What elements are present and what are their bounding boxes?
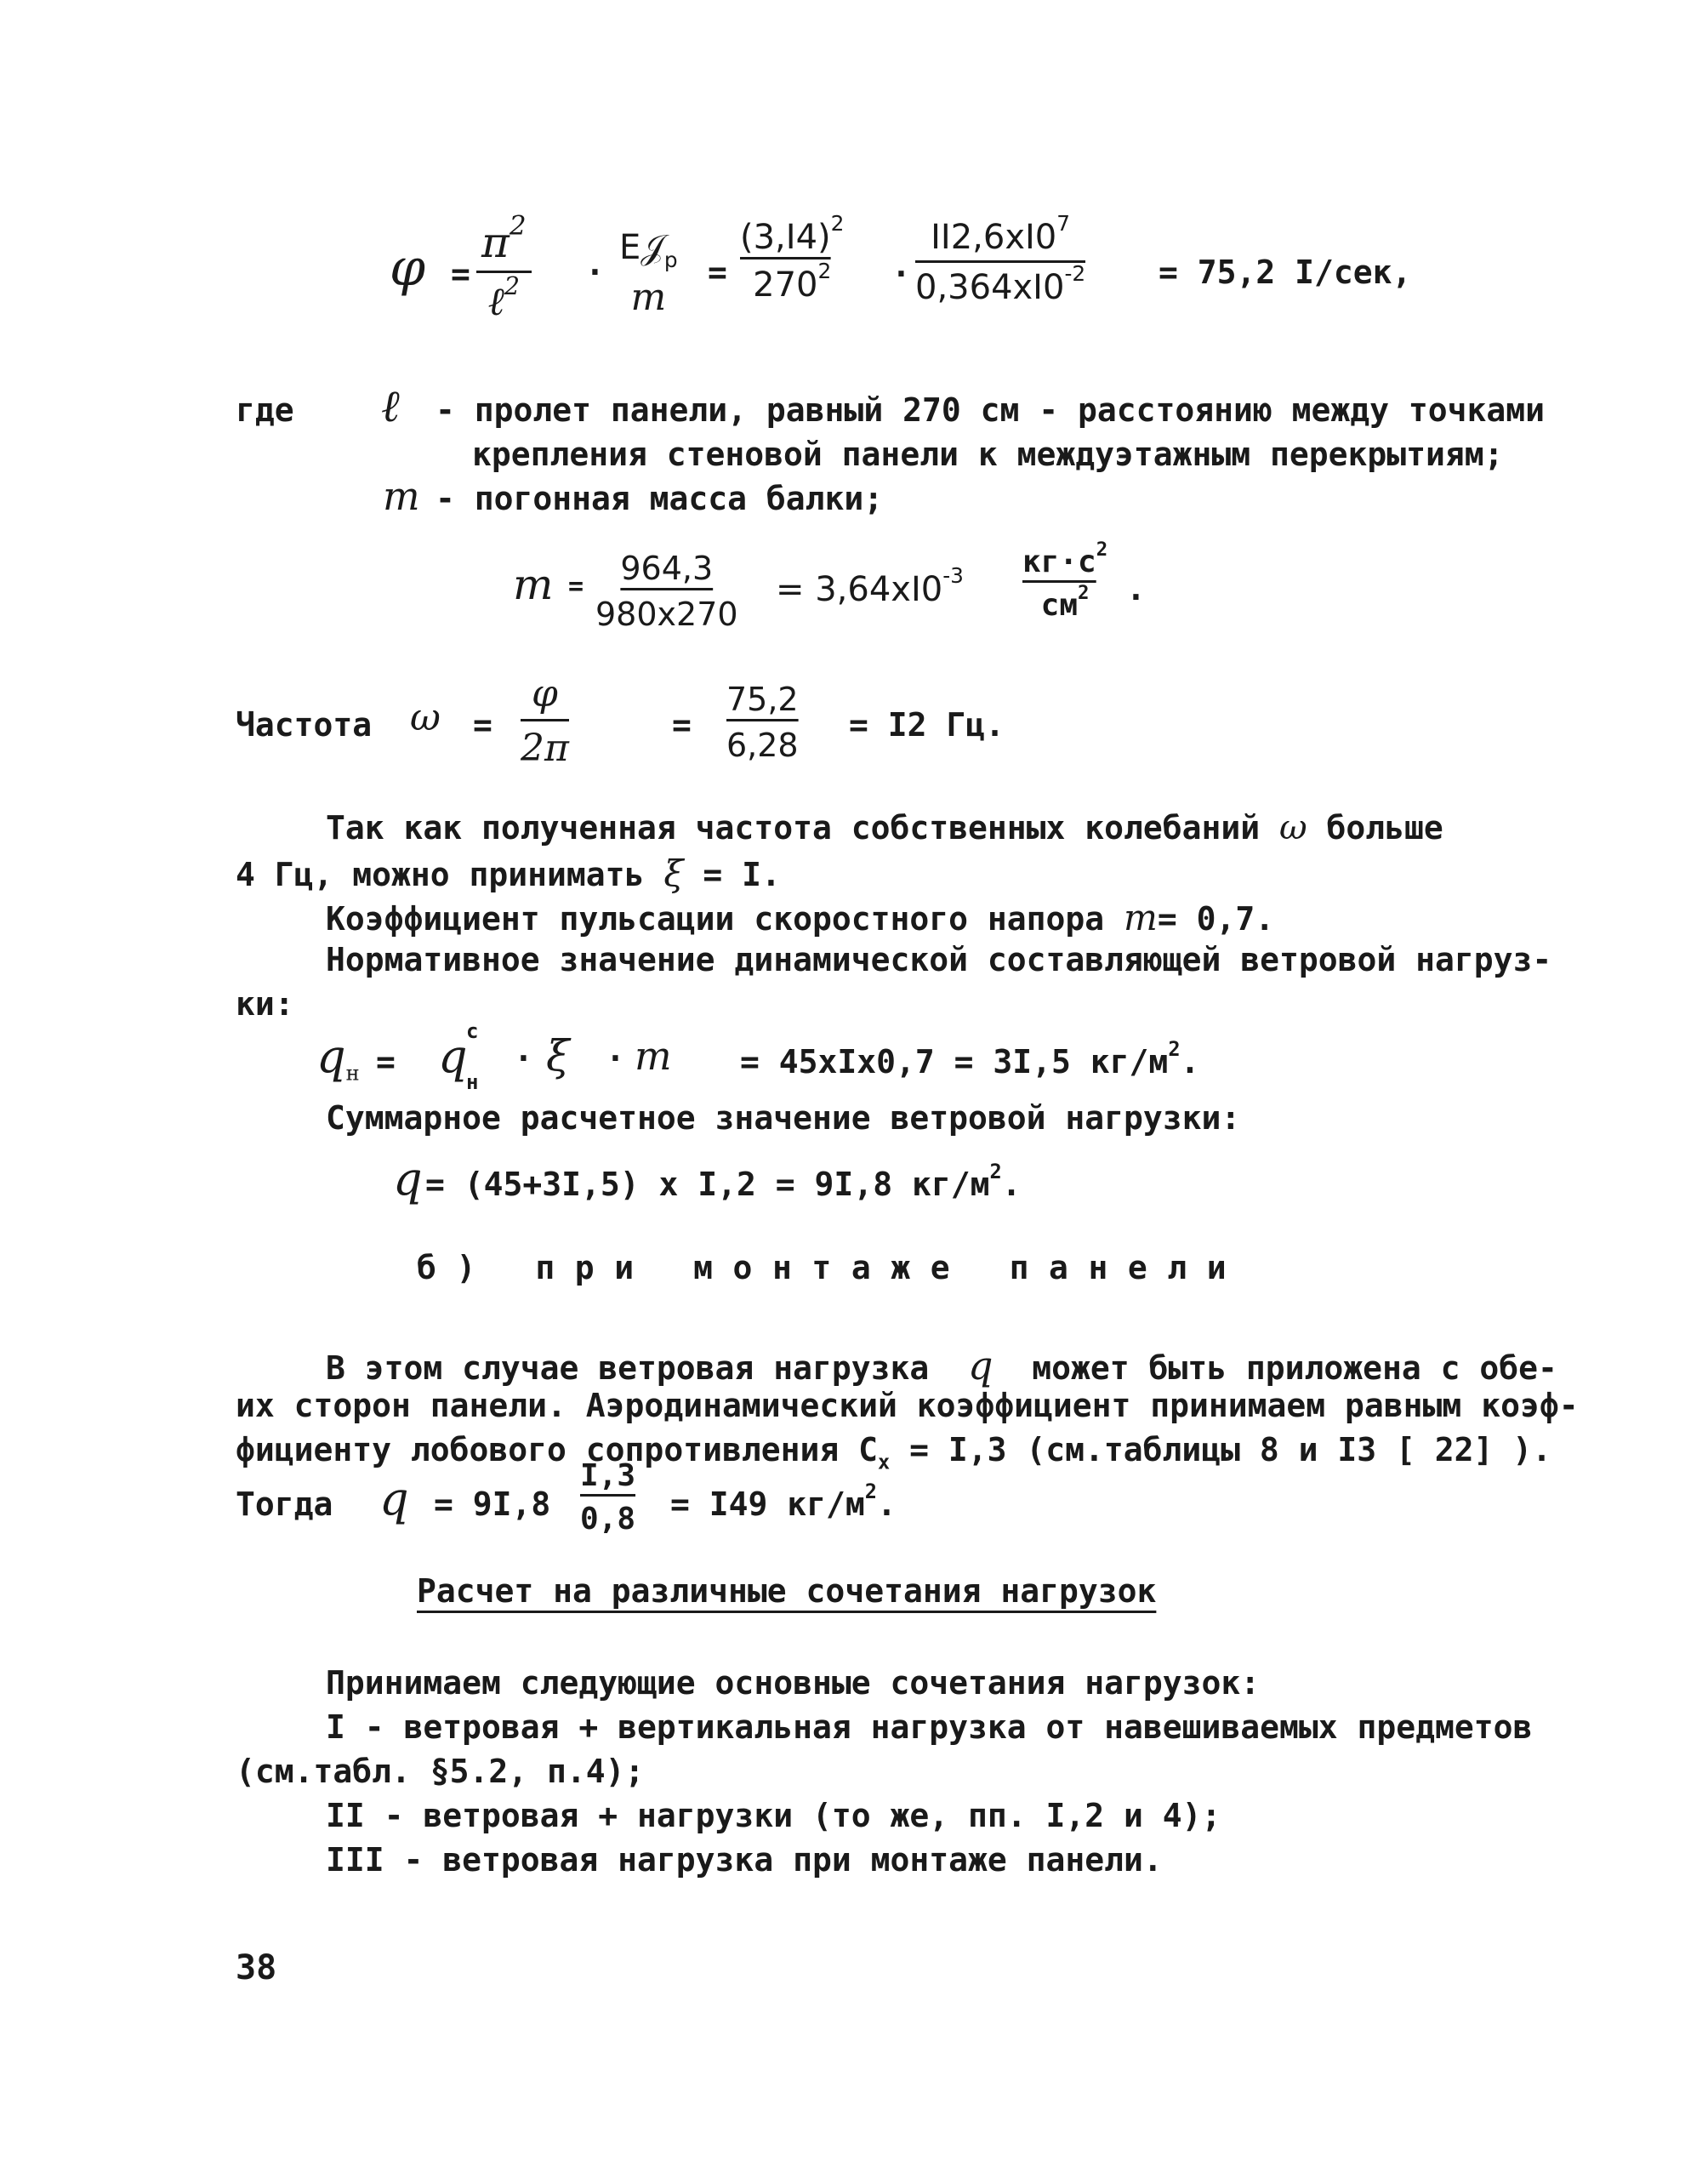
para1-line2: 4 Гц, можно принимать ξ = I. <box>236 852 781 894</box>
equals-sign: = <box>451 255 470 293</box>
l-symbol: ℓ <box>487 278 504 324</box>
formula2-end: . <box>1126 570 1146 607</box>
equals-sign-6: = <box>376 1043 396 1080</box>
frequency-label: Частота <box>236 706 373 744</box>
phi-symbol: φ <box>390 238 426 298</box>
fraction-1126-over-0364: $II2,6xI0^7$ $0,364xI0^{-2}$ <box>915 210 1086 307</box>
q-c-superscript: с <box>466 1019 479 1043</box>
fraction-phi-over-2pi: φ 2π <box>521 672 569 770</box>
sum-text: Суммарное расчетное значение ветровой нагрузки: <box>326 1099 1241 1137</box>
fraction-9643-over-980x270: 964,3 980x270 <box>595 550 738 633</box>
para1-line1: Так как полученная частота собственных колебаний ω больше <box>326 808 1443 847</box>
fraction-ej-over-m: E𝒥$_р$ m <box>619 228 678 319</box>
para2-line1: В этом случае ветровая нагрузка q может быть приложена с обе- <box>326 1343 1557 1388</box>
q-n-symbol: $q_н$ <box>316 1029 360 1086</box>
para2-line2: их сторон панели. Аэродинамический коэффициент принимаем равным коэф- <box>236 1387 1579 1424</box>
m-symbol-2: m <box>635 1033 672 1079</box>
m-symbol: m <box>513 560 554 609</box>
unit-fraction: $кг\cdot с^2$ $см^2$ <box>1022 539 1108 623</box>
where-label: где <box>236 391 294 429</box>
def-l-symbol: ℓ <box>381 381 400 432</box>
q-symbol-2: q <box>379 1472 409 1525</box>
fraction-752-over-628: 75,2 6,28 <box>726 681 799 764</box>
then-result: = I49 $кг/м^2$. <box>670 1479 897 1523</box>
normative-line1: Нормативное значение динамической составляющей ветровой нагруз- <box>326 941 1552 978</box>
fraction-314-over-270: $(3,I4)^2$ $270^2$ <box>740 210 845 305</box>
def-l-line2: крепления стеновой панели к междуэтажным перекрытиям; <box>472 436 1504 473</box>
equals-sign-2: = <box>708 254 727 291</box>
para2-line3: фициенту лобового сопротивления $C_x = I,3$ (см.таблицы 8 и I3 [ 22] ). <box>236 1431 1552 1474</box>
combination-3: III - ветровая нагрузка при монтаже панели. <box>326 1841 1163 1879</box>
def-m-symbol: m <box>383 473 420 519</box>
dot-operator-2: · <box>891 255 911 293</box>
fraction-pi2-over-l2: $\pi^2$ ℓ$^2$ <box>476 218 532 324</box>
then-eq: = 9I,8 <box>434 1485 551 1523</box>
fraction-13-over-08: I,3 0,8 <box>580 1458 636 1537</box>
then-label: Тогда <box>236 1485 333 1523</box>
def-m-text: - погонная масса балки; <box>436 480 884 517</box>
def-l-line1: - пролет панели, равный 270 см - расстоянию между точками <box>436 391 1546 429</box>
formula2-mid: = $3,64xI0^{-3}$ <box>776 562 964 609</box>
omega-symbol: ω <box>410 696 441 739</box>
combination-2: II - ветровая + нагрузки (то же, пп. I,2 и 4); <box>326 1797 1221 1834</box>
frequency-result: = I2 Гц. <box>849 706 1005 744</box>
q-n-subscript: н <box>466 1070 479 1094</box>
formula1-result: = 75,2 I/сек, <box>1159 254 1412 291</box>
formula3-result: = 45xIx0,7 = 3I,5 $кг/м^2$. <box>740 1036 1200 1080</box>
pulsation-line: Коэффициент пульсации скоростного напора m= 0,7. <box>326 897 1275 938</box>
formula4-result: = (45+3I,5) x I,2 = 9I,8 $кг/м^2$. <box>425 1159 1022 1203</box>
q-symbol: q <box>393 1152 423 1206</box>
q-c-n-symbol: q <box>438 1029 468 1083</box>
section-heading: Расчет на различные сочетания нагрузок <box>417 1572 1157 1610</box>
dot-operator-3: · <box>514 1040 533 1077</box>
combination-1-line1: I - ветровая + вертикальная нагрузка от навешиваемых предметов <box>326 1708 1533 1746</box>
xi-symbol: ξ <box>546 1031 570 1080</box>
pi-symbol: π <box>481 218 510 267</box>
combination-1-line2: (см.табл. §5.2, п.4); <box>236 1753 645 1790</box>
normative-line2: ки: <box>236 985 294 1023</box>
equals-sign-3: = <box>568 572 584 602</box>
section-b-title: б) при монтаже панели <box>417 1249 1247 1286</box>
combinations-intro: Принимаем следующие основные сочетания нагрузок: <box>326 1664 1261 1702</box>
page-number: 38 <box>236 1948 277 1987</box>
dot-operator-4: · <box>606 1040 625 1077</box>
equals-sign-4: = <box>473 706 492 744</box>
dot-operator: · <box>585 254 605 291</box>
equals-sign-5: = <box>672 706 692 744</box>
